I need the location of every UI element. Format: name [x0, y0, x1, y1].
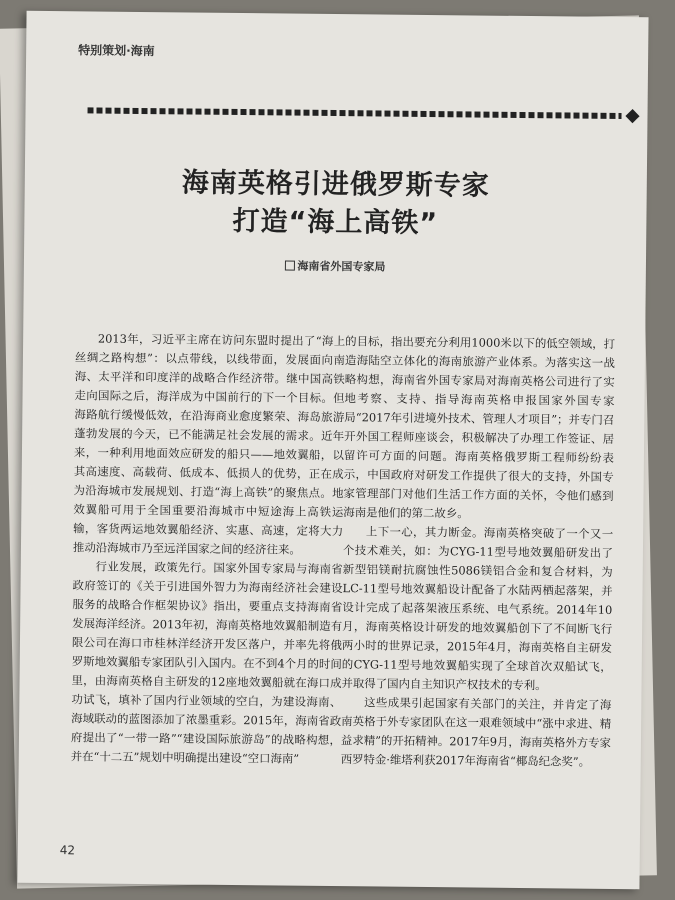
left-column	[71, 329, 346, 769]
paragraph: 这些成果引起国家有关部门的关注，并肯定了海南英格于外专家团队在这一艰难领域中“涨中求进、精益求精”的开拓精神。2017年9月，海南英格外方专家西罗特金·维塔利获2017年海南省“椰岛纪念奖”。	[340, 695, 612, 769]
article-title-line-1: 海南英格引进俄罗斯专家	[181, 167, 490, 202]
section-label: 特别策划·海南	[78, 43, 155, 59]
decorative-divider	[87, 103, 643, 123]
article-title-line-2: 打造“海上高铁”	[232, 205, 439, 240]
paragraph: 行业发展，政策先行。国家外国专家局与海南省政府签订的《关于引进国外智力为海南经济社会建设服务的战略合作框架协议》指出，要重点支持海南省发展海洋经济。2013年初，海南英格地效翼船制造有限公司在海口市桂林洋经济开发区落户，并率先将俄罗斯地效翼船专家团队引入国内。在不到4个月的时间里，由海南英格自主研发的12座地效翼船就在海口成功试飞，填补了国内行业领域的空白，为建设海南、海域联动的蓝图添加了浓墨重彩。2015年，海南省政府提出了“一带一路”“建设国际旅游岛”的战略构想，并在“十二五”规划中明确提出建设“空口海南”	[70, 559, 343, 766]
square-bullet-icon	[284, 260, 294, 270]
magazine-page	[17, 11, 648, 889]
byline-text: 海南省外国专家局	[297, 259, 386, 274]
diamond-ornament-icon	[625, 109, 639, 123]
page-number: 42	[59, 843, 76, 858]
right-column	[341, 332, 616, 772]
paragraph: 2013年，习近平主席在访问东盟时提出了“海上丝绸之路构想”：以点带线，以线带面，发展面向南海、太平洋和印度洋的战略合作经济带。继中国高铁走向国际之后，海洋成为中国前行的下一个目标。但海路航行缓慢低效，在沿海商业愈度繁荣、海岛旅游蓬勃发展的今天，已不能满足社会发展的需求。近年来，一种利用地面效应研发的船只——地效翼船，以其高速度、高载荷、低成本、低损人的优势，正在成为沿海城市发展规划、打造“海上高铁”的聚焦点。地效翼船可用于全国重要沿海城市中短途海上高铁运输，客货两运地效翼船经济、实惠、高速，定将大力推动沿海城市乃至远洋国家之间的经济往来。	[72, 331, 346, 557]
paragraph: 上下一心，其力断金。海南英格突破了一个又一个技术难关，如：为CYG-11型号地效翼船研发出了新型铝镁耐抗腐蚀性5086镁铝合金和复合材料，为LC-11型号地效翼船设计配备了水陆两栖起落架，并设计完成了起落架液压系统、电气系统。2014年10月，海南英格设计研发的地效翼船创下了不间断飞行两小时的世界记录，2015年4月，海南英格自主研发的CYG-11型号地效翼船实现了全球首次双船试飞，并取得了国内自主知识产权技术的专利。	[341, 524, 614, 693]
byline	[24, 255, 646, 278]
paragraph: 的目标，指出要充分利用1000米以下的低空领域，打造海陆空立体化的海南旅游产业体系。为落实这一战略构想，海南省外国专家局对海南英格公司进行了实地考察、支持、指导海南英格申报国家外国专家局“2017年引进境外技术、管理人才项目”；并专门召开外国工程师座谈会，积极解决了办理工作签证、居留许可方面的问题。海南英格俄罗斯工程师纷纷表示，中国政府对研发工作提供了很大的支持，外国专家管理部门对他们生活工作方面的关怀，令他们感到海南是他们的第二故乡。	[343, 334, 616, 521]
